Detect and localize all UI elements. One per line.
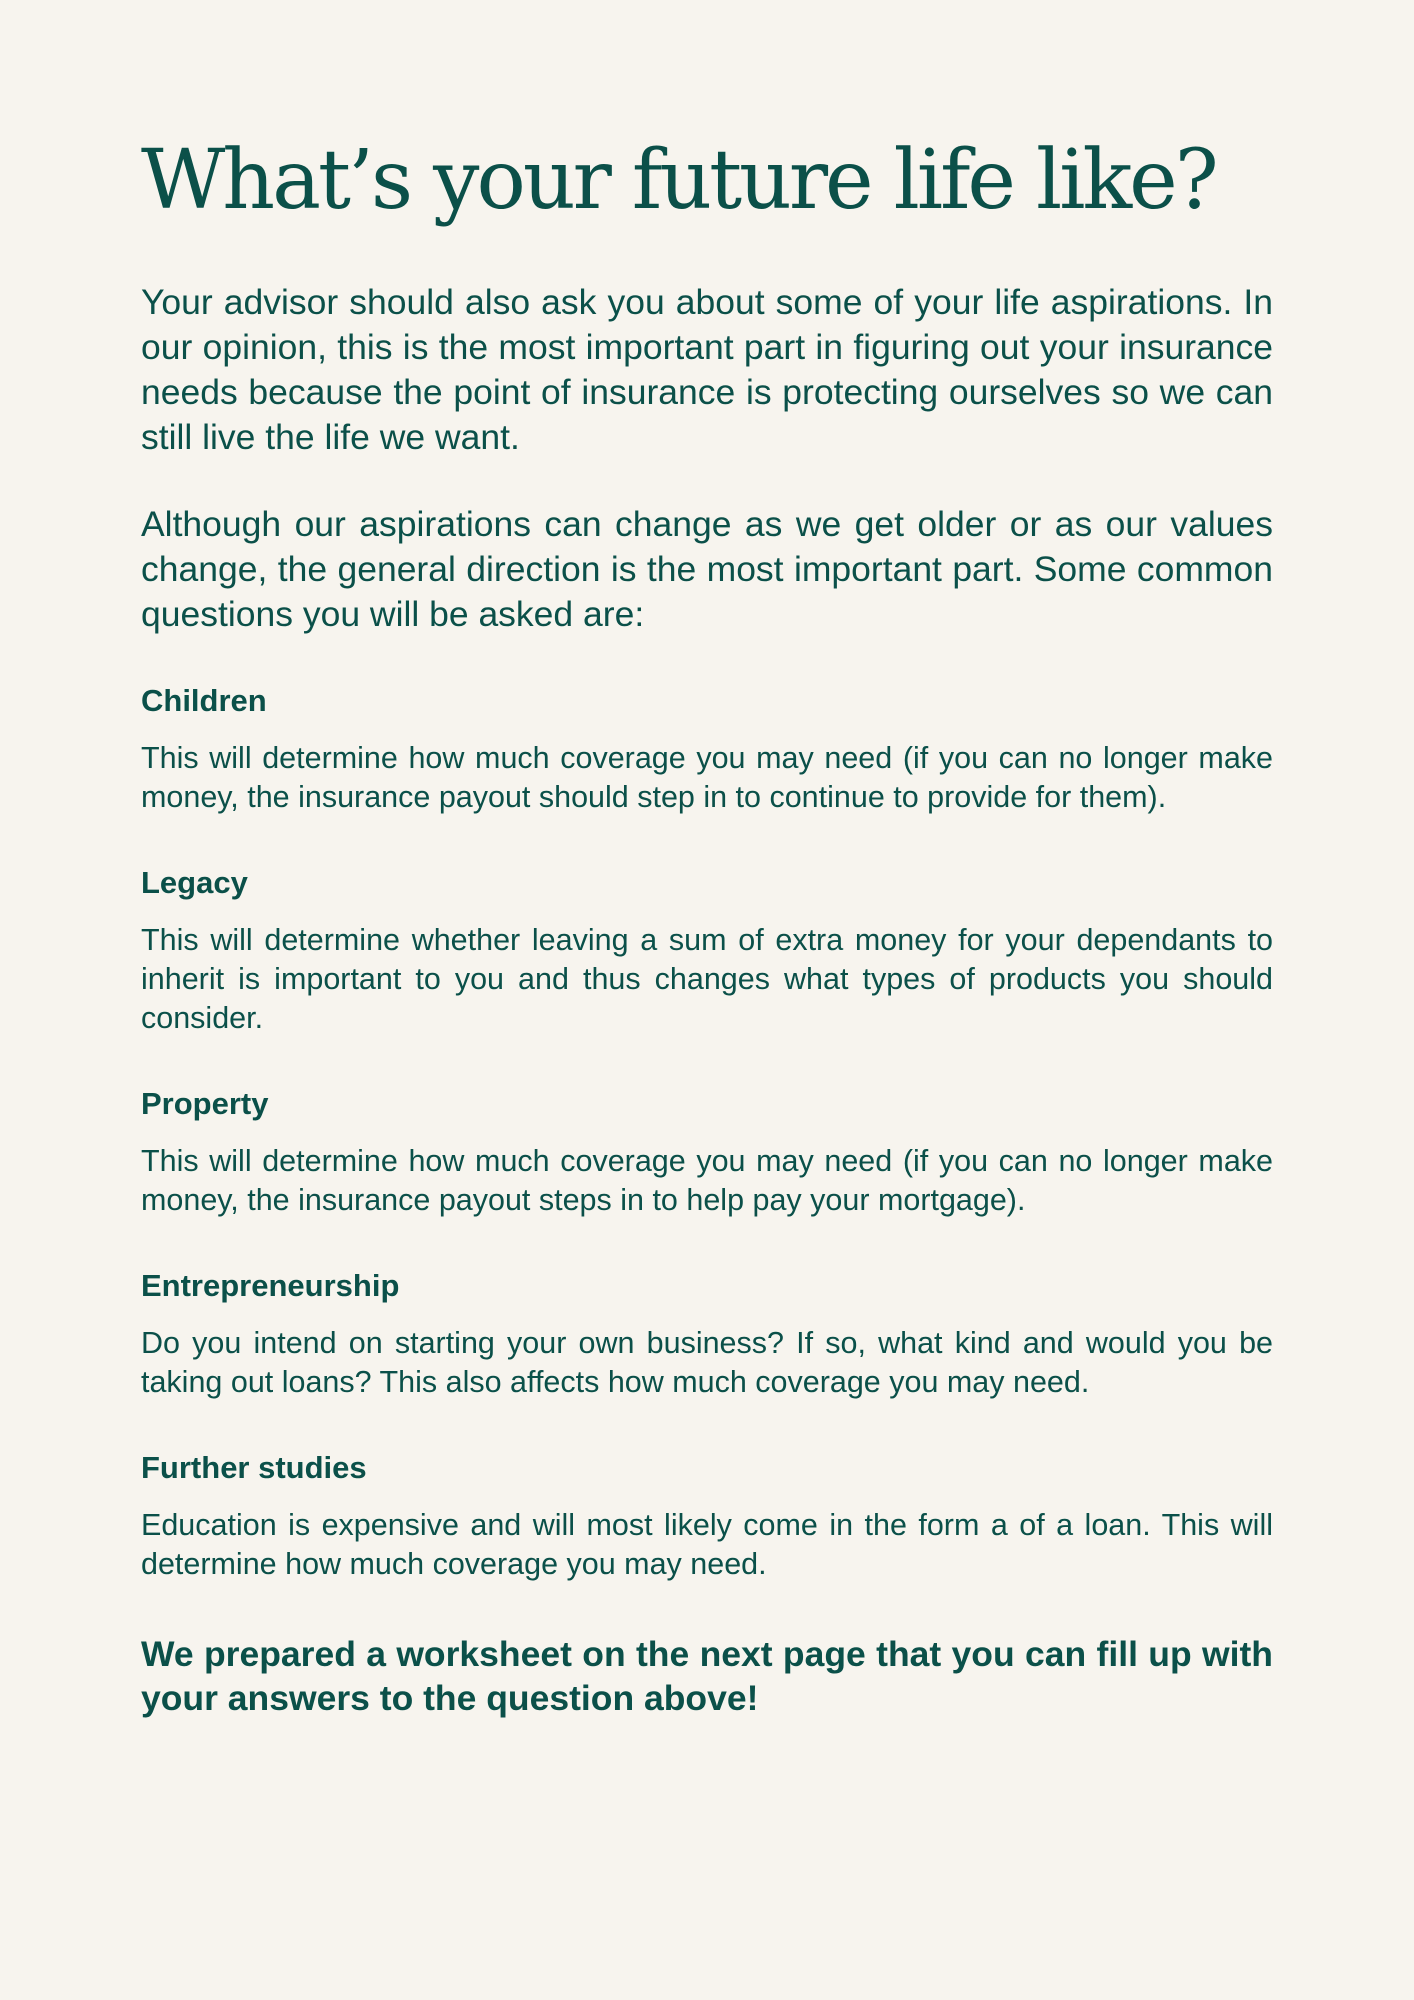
- section-body: Do you intend on starting your own business? If so, what kind and would you be taking out loans? This also affects how much coverage you may need.: [141, 1326, 1273, 1399]
- intro-paragraph-2: Although our aspirations can change as we get older or as our values change, the general direction is the most important part. Some common questions you will be asked are:: [141, 504, 1273, 634]
- page-title: What’s your future life like?: [141, 133, 1216, 228]
- section-heading: Legacy: [141, 865, 248, 900]
- section-body: Education is expensive and will most likely come in the form a of a loan. This will determine how much coverage you may need.: [141, 1508, 1273, 1581]
- section-property: [141, 1086, 1273, 1220]
- section-heading: Property: [141, 1086, 269, 1121]
- section-further-studies: [141, 1450, 1273, 1584]
- section-legacy: [141, 865, 1273, 1038]
- intro-paragraph-1: Your advisor should also ask you about some of your life aspirations. In our opinion, this is the most important part in figuring out your insurance needs because the point of insurance is protecting ourselves so we can still live the life we want.: [141, 282, 1273, 457]
- section-heading: Children: [141, 683, 267, 718]
- section-children: [141, 683, 1273, 817]
- section-body: This will determine how much coverage you may need (if you can no longer make money, the insurance payout steps in to help pay your mortgage).: [141, 1144, 1273, 1217]
- section-heading: Further studies: [141, 1450, 367, 1485]
- section-entrepreneurship: [141, 1268, 1273, 1402]
- section-body: This will determine how much coverage you may need (if you can no longer make money, the insurance payout should step in to continue to provide for them).: [141, 741, 1273, 814]
- section-body: This will determine whether leaving a sum of extra money for your dependants to inherit is important to you and thus changes what types of products you should consider.: [141, 923, 1273, 1035]
- section-heading: Entrepreneurship: [141, 1268, 400, 1303]
- closing-callout: We prepared a worksheet on the next page that you can fill up with your answers to the question above!: [141, 1634, 1273, 1718]
